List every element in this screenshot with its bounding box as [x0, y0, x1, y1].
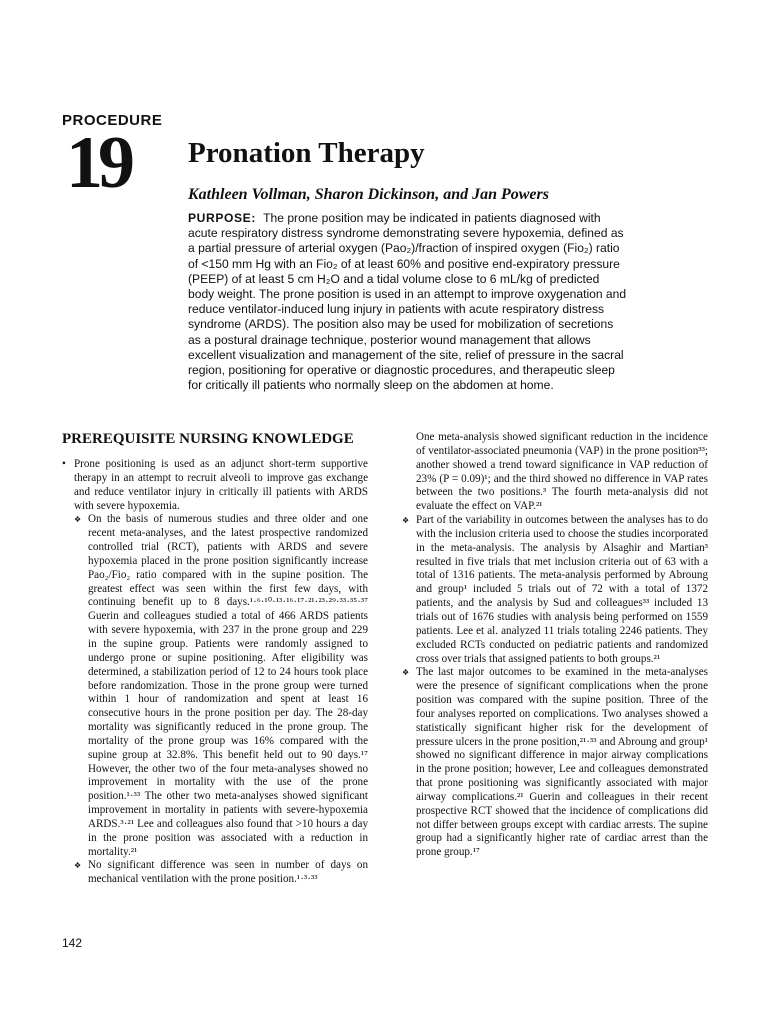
- procedure-label: PROCEDURE: [62, 112, 163, 129]
- section-heading: PREREQUISITE NURSING KNOWLEDGE: [62, 431, 354, 447]
- procedure-number: 19: [66, 122, 130, 204]
- authors: Kathleen Vollman, Sharon Dickinson, and Jan Powers: [188, 186, 549, 203]
- list-item: [62, 458, 368, 513]
- sub-bullet-text: No significant difference was seen in number of days on mechanical ventilation with the prone position.¹·³·³³: [88, 859, 368, 886]
- sub-bullet-text: Part of the variability in outcomes between the analyses has to do with the inclusion criteria used to choose the studies incorporated in the meta-analysis. The analysis by Alsaghir and Martian³ resulted in five trials that met inclusion criteria out of 63 with a total of 1316 patients. The meta-analysis performed by Abroung and group¹ included 5 trials out of 72 with a total of 1372 patients, and the analysis by Sud and colleagues³³ included 13 trials out of 1676 studies with analysis being performed on 1559 patients. Lee et al. analyzed 11 trials totaling 2246 patients. They excluded RCTs conducted on pediatric patients and randomized cross over trials that assigned patients to both groups.²¹: [416, 514, 708, 665]
- diamond-bullet-icon: ❖: [74, 861, 82, 871]
- right-column: [402, 431, 708, 860]
- sub-list-item: [62, 859, 368, 887]
- left-column: [62, 430, 368, 887]
- diamond-bullet-icon: ❖: [402, 516, 410, 526]
- purpose-paragraph: [188, 211, 628, 393]
- sub-list-item: [402, 666, 708, 860]
- bullet-text: Prone positioning is used as an adjunct short-term supportive therapy in an attempt to recruit alveoli to improve gas exchange and reduce ventilator injury in critically ill patients with ARDS with severe hypoxemia.: [74, 458, 368, 512]
- diamond-bullet-icon: ❖: [402, 668, 410, 678]
- sub-bullet-text: On the basis of numerous studies and three older and one recent meta-analyses, and the latest prospective randomized controlled trial (RCT), patients with ARDS and severe hypoxemia placed in the prone position significantly increase Pao₂/Fio₂ ratio compared with in the supine position. The greatest effect was seen within the first few days, with continuing benefit up to 8 days.¹·⁶·¹⁰·¹³·¹⁶·¹⁷·²¹·²³·²⁹·³³·³⁵·³⁷ Guerin and colleagues studied a total of 466 ARDS patients with severe hypoxemia, with 237 in the prone group and 229 in the supine group. Patients were randomly assigned to undergo prone or supine positioning. After eligibility was determined, a stabilization period of 12 to 24 hours took place before randomization. Those in the prone group were turned within 1 hour of randomization and spent at least 16 consecutive hours in the prone position per day. The 28-day mortality was significantly reduced in the prone group. The mortality of the prone group was 16% compared with the supine group at 32.8%. This benefit held out to 90 days.¹⁷ However, the other two of the four meta-analyses showed no improvement in mortality with the use of the prone position.¹·³³ The other two meta-analyses showed significant improvement in mortality in patients with severe-hypoxemia ARDS.³·²¹ Lee and colleagues also found that >10 hours a day in the prone position was associated with a reduction in mortality.²¹: [88, 513, 368, 858]
- knowledge-list-continued: [402, 514, 708, 860]
- sub-bullet-text: The last major outcomes to be examined in the meta-analyses were the presence of significant complications when the prone position was compared with the supine position. Three of the four analyses reported on complications. Two analyses showed a statistically significant higher risk for the development of pressure ulcers in the prone position,²¹·³³ and Abroung and group¹ showed no significant difference in major airway complications in the prone position; however, Lee and colleagues demonstrated that prone positioning was significantly associated with major airway complications.²¹ Guerin and colleagues in their recent prospective RCT showed that the incidence of complications did not differ between groups except with cardiac arrests. The supine group had a significantly higher rate of cardiac arrest than the prone group.¹⁷: [416, 666, 708, 859]
- purpose-text: The prone position may be indicated in patients diagnosed with acute respiratory distress syndrome demonstrating severe hypoxemia, defined as a partial pressure of arterial oxygen (Pao₂)/fraction of inspired oxygen (Fio₂) ratio of <150 mm Hg with an Fio₂ of at least 60% and positive end-expiratory pressure (PEEP) of at least 5 cm H₂O and a tidal volume close to 6 mL/kg of predicted body weight. The prone position is used in an attempt to improve oxygenation and reduce ventilator-induced lung injury in patients with acute respiratory distress syndrome (ARDS). The position also may be used for mobilization of secretions as a postural drainage technique, posterior wound management that allows excellent visualization and management of the site, relief of pressure in the sacral region, positioning for operative or diagnostic procedures, and therapeutic sleep for critically ill patients who normally sleep on the abdomen at home.: [188, 211, 627, 393]
- page-number: 142: [62, 936, 83, 950]
- sub-list-item: [402, 514, 708, 666]
- diamond-bullet-icon: ❖: [74, 515, 82, 525]
- chapter-title: Pronation Therapy: [188, 137, 425, 169]
- purpose-label: PURPOSE:: [188, 211, 256, 225]
- knowledge-list: [62, 458, 368, 887]
- sub-list-item: [62, 513, 368, 859]
- continued-paragraph: One meta-analysis showed significant reduction in the incidence of ventilator-associated pneumonia (VAP) in the prone position³³; another showed a trend toward significance in VAP reduction of 23% (P = 0.09)¹; and the third showed no difference in VAP rates between the two positions.³ The fourth meta-analysis did not evaluate the effect on VAP.²¹: [416, 431, 708, 513]
